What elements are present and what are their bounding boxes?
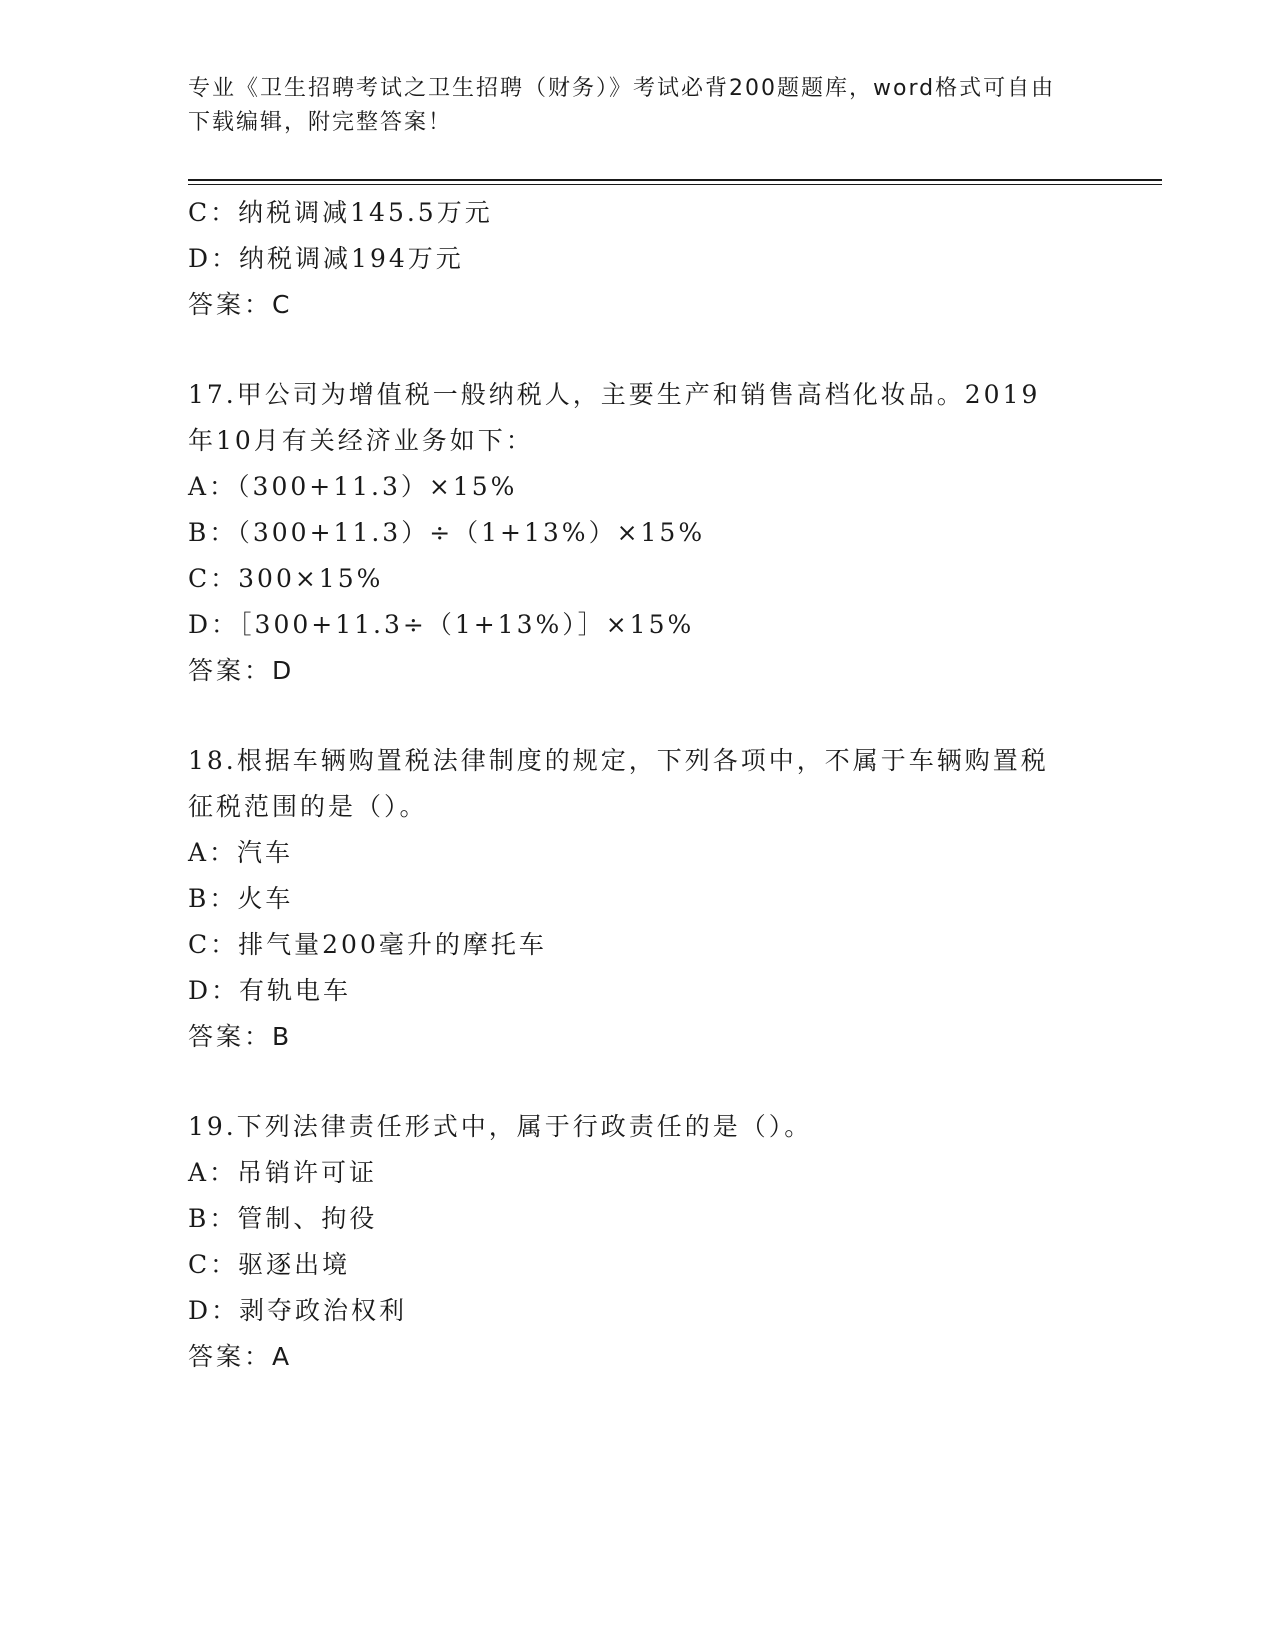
option-c: C：驱逐出境: [188, 1250, 351, 1279]
option-c: C：排气量200毫升的摩托车: [188, 930, 547, 959]
answer-label: 答案：C: [188, 290, 293, 319]
option-a: A：吊销许可证: [188, 1158, 378, 1187]
question-title: 19.下列法律责任形式中，属于行政责任的是（）。: [188, 1112, 813, 1141]
option-b: B：火车: [188, 884, 294, 913]
header-divider-thin: [188, 184, 1162, 185]
answer-label: 答案：B: [188, 1022, 293, 1051]
question-17: [188, 372, 1088, 694]
option-c: C：300×15%: [188, 564, 384, 593]
question-title: 18.根据车辆购置税法律制度的规定，下列各项中，不属于车辆购置税: [188, 746, 1049, 775]
option-a: A：（300+11.3）×15%: [188, 472, 518, 501]
header-divider-thick: [188, 179, 1162, 181]
question-16-tail: [188, 190, 1088, 328]
option-d: D：纳税调减194万元: [188, 244, 464, 273]
option-d: D：［300+11.3÷（1+13%）］×15%: [188, 610, 695, 639]
option-d: D：剥夺政治权利: [188, 1296, 408, 1325]
question-title-cont: 年10月有关经济业务如下：: [188, 426, 534, 455]
question-title: 17.甲公司为增值税一般纳税人，主要生产和销售高档化妆品。2019: [188, 380, 1041, 409]
document-body: [188, 190, 1088, 1380]
option-b: B：（300+11.3）÷（1+13%）×15%: [188, 518, 706, 547]
option-b: B：管制、拘役: [188, 1204, 378, 1233]
question-18: [188, 738, 1088, 1060]
option-d: D：有轨电车: [188, 976, 352, 1005]
question-19: [188, 1104, 1088, 1380]
option-a: A：汽车: [188, 838, 294, 867]
answer-label: 答案：D: [188, 656, 295, 685]
answer-label: 答案：A: [188, 1342, 293, 1371]
option-c: C：纳税调减145.5万元: [188, 198, 493, 227]
question-title-cont: 征税范围的是（）。: [188, 792, 428, 821]
document-header: 专业《卫生招聘考试之卫生招聘（财务）》考试必背200题题库，word格式可自由下载编辑，附完整答案！: [188, 76, 1056, 135]
